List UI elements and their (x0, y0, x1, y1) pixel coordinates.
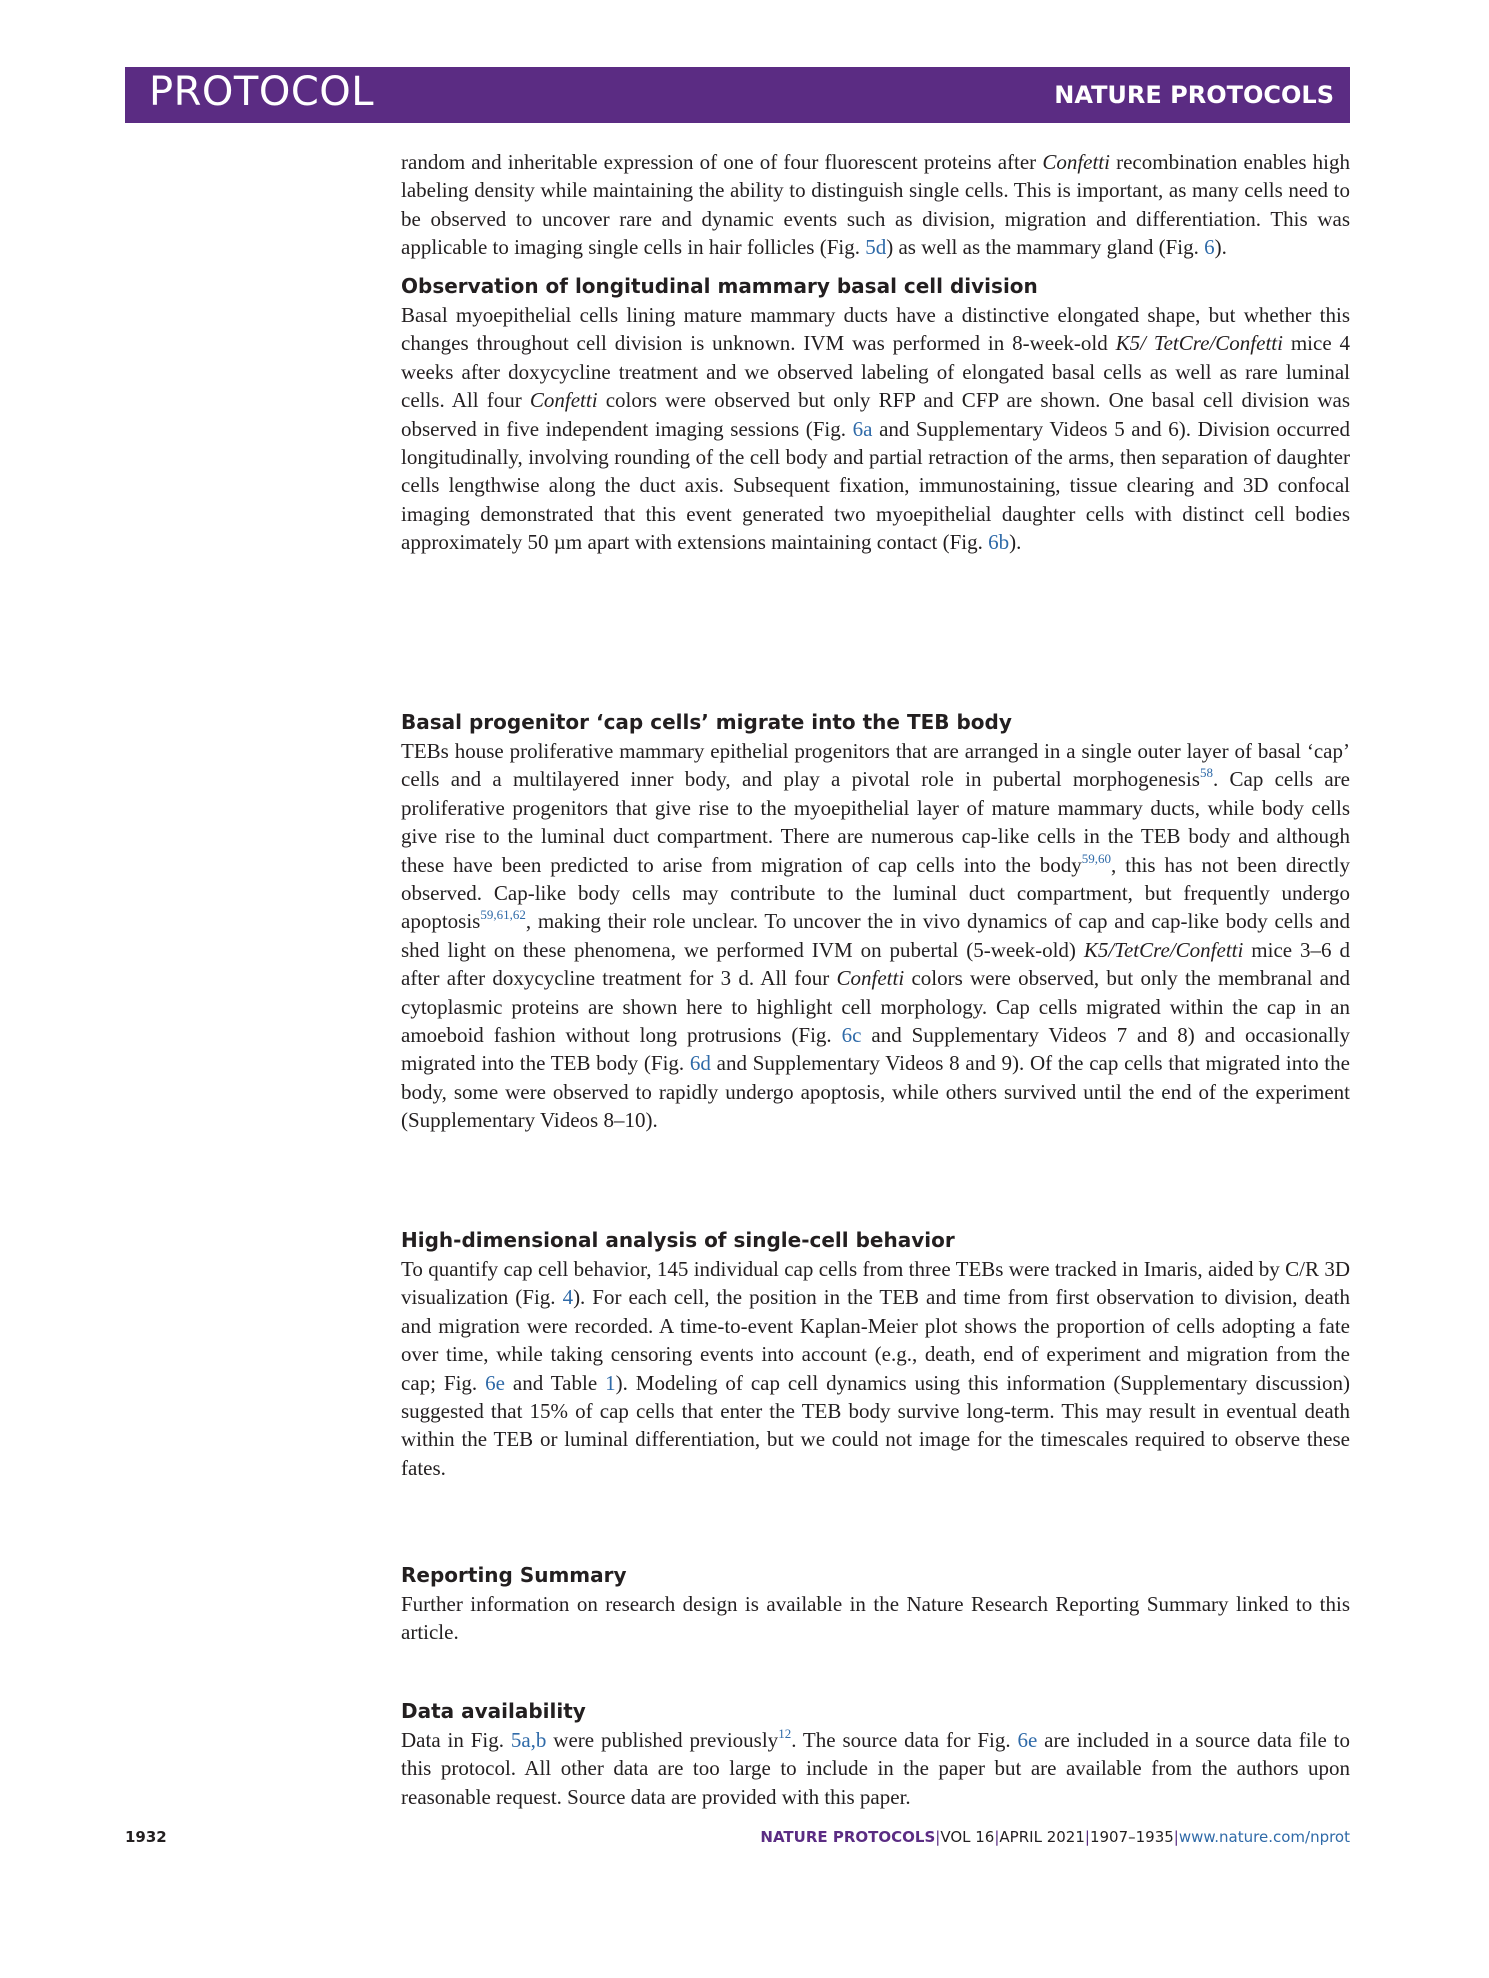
text: were published previously (546, 1728, 779, 1752)
volume: VOL 16 (940, 1828, 995, 1846)
text: colors were observed, but only the membranal and cytoplasmic proteins are shown here to highlight cell morphology. Cap cells migrated within the cap in an amoeboid fashion without long protrusions (Fig. (401, 966, 1350, 1048)
text: and Supplementary Videos 7 and 8) and occasionally migrated into the TEB body (Fig. (401, 1023, 1350, 1076)
journal-citation (760, 1828, 1350, 1846)
section-paragraph (401, 1255, 1350, 1482)
figure-link[interactable]: 6c (841, 1023, 862, 1048)
issue-date: APRIL 2021 (999, 1828, 1085, 1846)
italic-text: Confetti (1042, 150, 1110, 174)
text: Basal myoepithelial cells lining mature mammary ducts have a distinctive elongated shape, but whether this changes throughout cell division is unknown. IVM was performed in 8-week-old (401, 303, 1350, 356)
italic-text: K5/TetCre/Confetti (1083, 937, 1244, 962)
figure-link[interactable]: 6a (852, 416, 873, 441)
text: To quantify cap cell behavior, 145 individual cap cells from three TEBs were tracked in Imaris, aided by C/R 3D visualization (Fig. (401, 1257, 1350, 1310)
section-paragraph (401, 1726, 1350, 1811)
section-reporting-summary (401, 1560, 1350, 1647)
text: and Supplementary Videos 5 and 6). Division occurred longitudinally, involving rounding of the cell body and partial retraction of the arms, then separation of daughter cells lengthwise along the duct axis. Subsequent fixation, immunostaining, tissue clearing and 3D confocal imaging demonstrated that this event generated two myoepithelial daughter cells with distinct cell bodies approximately 50 µm apart with extensions maintaining contact (Fig. (401, 416, 1350, 555)
text: TEBs house proliferative mammary epithelial progenitors that are arranged in a single outer layer of basal ‘cap’ cells and a multilayered inner body, and play a pivotal role in pubertal morphogenesis (401, 739, 1350, 792)
section-heading: Reporting Summary (401, 1563, 627, 1587)
figure-link[interactable]: 5d (865, 235, 887, 260)
figure-link[interactable]: 5a,b (510, 1728, 547, 1752)
text: ) as well as the mammary gland (Fig. (886, 235, 1205, 260)
text: Data in Fig. (401, 1728, 511, 1752)
text: colors were observed but only RFP and CFP are shown. One basal cell division was observed in five independent imaging sessions (Fig. (401, 388, 1350, 441)
section-data-availability (401, 1696, 1350, 1811)
page-footer (125, 1828, 1350, 1852)
figure-link[interactable]: 6e (1017, 1728, 1038, 1752)
figure-link[interactable]: 6d (689, 1051, 711, 1076)
italic-text: Confetti (836, 966, 905, 991)
table-link[interactable]: 1 (605, 1370, 616, 1395)
intro-block (401, 148, 1350, 262)
separator: | (935, 1828, 941, 1846)
section-paragraph: Further information on research design is available in the Nature Research Reporting Summary linked to this article. (401, 1592, 1350, 1645)
text: ). (1214, 235, 1227, 260)
page-number: 1932 (125, 1828, 167, 1846)
separator: | (1173, 1828, 1179, 1846)
figure-link[interactable]: 6 (1204, 235, 1215, 260)
journal-name: NATURE PROTOCOLS (760, 1828, 936, 1846)
section-heading: Data availability (401, 1699, 586, 1723)
section-heading: Basal progenitor ‘cap cells’ migrate into the TEB body (401, 710, 1012, 734)
text: and Supplementary Videos 8 and 9). Of the cap cells that migrated into the body, some were observed to rapidly undergo apoptosis, while others survived until the end of the experiment (Supplementary Videos 8–10). (401, 1051, 1350, 1133)
page-range: 1907–1935 (1089, 1828, 1174, 1846)
reference-link[interactable]: 59,61,62 (480, 907, 526, 923)
section-heading: Observation of longitudinal mammary basal cell division (401, 274, 1038, 298)
text: mice 4 weeks after doxycycline treatment and we observed labeling of elongated basal cells as well as rare luminal cells. All four (401, 331, 1351, 413)
journal-name-header: NATURE PROTOCOLS (1054, 81, 1334, 109)
separator: | (994, 1828, 1000, 1846)
text: recombination enables high labeling density while maintaining the ability to distinguish single cells. This is important, as many cells need to be observed to uncover rare and dynamic events such as division, migration and differentiation. This was applicable to imaging single cells in hair follicles (Fig. (401, 150, 1350, 260)
text: are included in a source data file to this protocol. All other data are too large to include in the paper but are available from the authors upon reasonable request. Source data are provided with this paper. (401, 1728, 1350, 1809)
reference-link[interactable]: 59,60 (1081, 850, 1112, 866)
italic-text: Confetti (529, 388, 598, 413)
journal-url-link[interactable]: www.nature.com/nprot (1178, 1828, 1350, 1846)
text: , making their role unclear. To uncover the in vivo dynamics of cap and cap-like body cells and shed light on these phenomena, we performed IVM on pubertal (5-week-old) (401, 909, 1350, 962)
intro-paragraph (401, 148, 1350, 262)
section-heading: High-dimensional analysis of single-cell behavior (401, 1228, 955, 1252)
section-paragraph (401, 737, 1350, 1135)
figure-link[interactable]: 6e (485, 1370, 505, 1395)
section-label: PROTOCOL (149, 69, 375, 115)
section-basal-division (401, 271, 1350, 557)
italic-text: K5/ TetCre/Confetti (1115, 331, 1283, 356)
text: . Cap cells are proliferative progenitors that give rise to the myoepithelial layer of mature mammary ducts, while body cells give rise to the luminal duct compartment. There are numerous cap-like cells in the TEB body and although these have been predicted to arise from migration of cap cells into the body (401, 767, 1350, 877)
section-high-dimensional (401, 1225, 1350, 1482)
reference-link[interactable]: 58 (1199, 765, 1213, 781)
text: . The source data for Fig. (791, 1728, 1018, 1752)
text: and Table (504, 1370, 606, 1395)
section-paragraph (401, 301, 1350, 557)
page-header-bar (125, 67, 1350, 123)
text: ). (1009, 530, 1022, 555)
separator: | (1084, 1828, 1090, 1846)
text: ). For each cell, the position in the TEB and time from first observation to division, death and migration were recorded. A time-to-event Kaplan-Meier plot shows the proportion of cells adopting a fate over time, while taking censoring events into account (e.g., death, end of experiment and migration from the cap; Fig. (401, 1285, 1350, 1395)
text: , this has not been directly observed. Cap-like body cells may contribute to the luminal duct compartment, but frequently undergo apoptosis (401, 852, 1350, 934)
reference-link[interactable]: 12 (778, 1726, 792, 1741)
text: ). Modeling of cap cell dynamics using this information (Supplementary discussion) suggested that 15% of cap cells that enter the TEB body survive long-term. This may result in eventual death within the TEB or luminal differentiation, but we could not image for the timescales required to observe these fates. (401, 1370, 1350, 1480)
text: mice 3–6 d after after doxycycline treatment for 3 d. All four (401, 937, 1350, 991)
figure-link[interactable]: 4 (562, 1285, 574, 1310)
section-cap-cells (401, 707, 1350, 1135)
figure-link[interactable]: 6b (988, 530, 1010, 555)
text: random and inheritable expression of one of four fluorescent proteins after (401, 150, 1043, 174)
